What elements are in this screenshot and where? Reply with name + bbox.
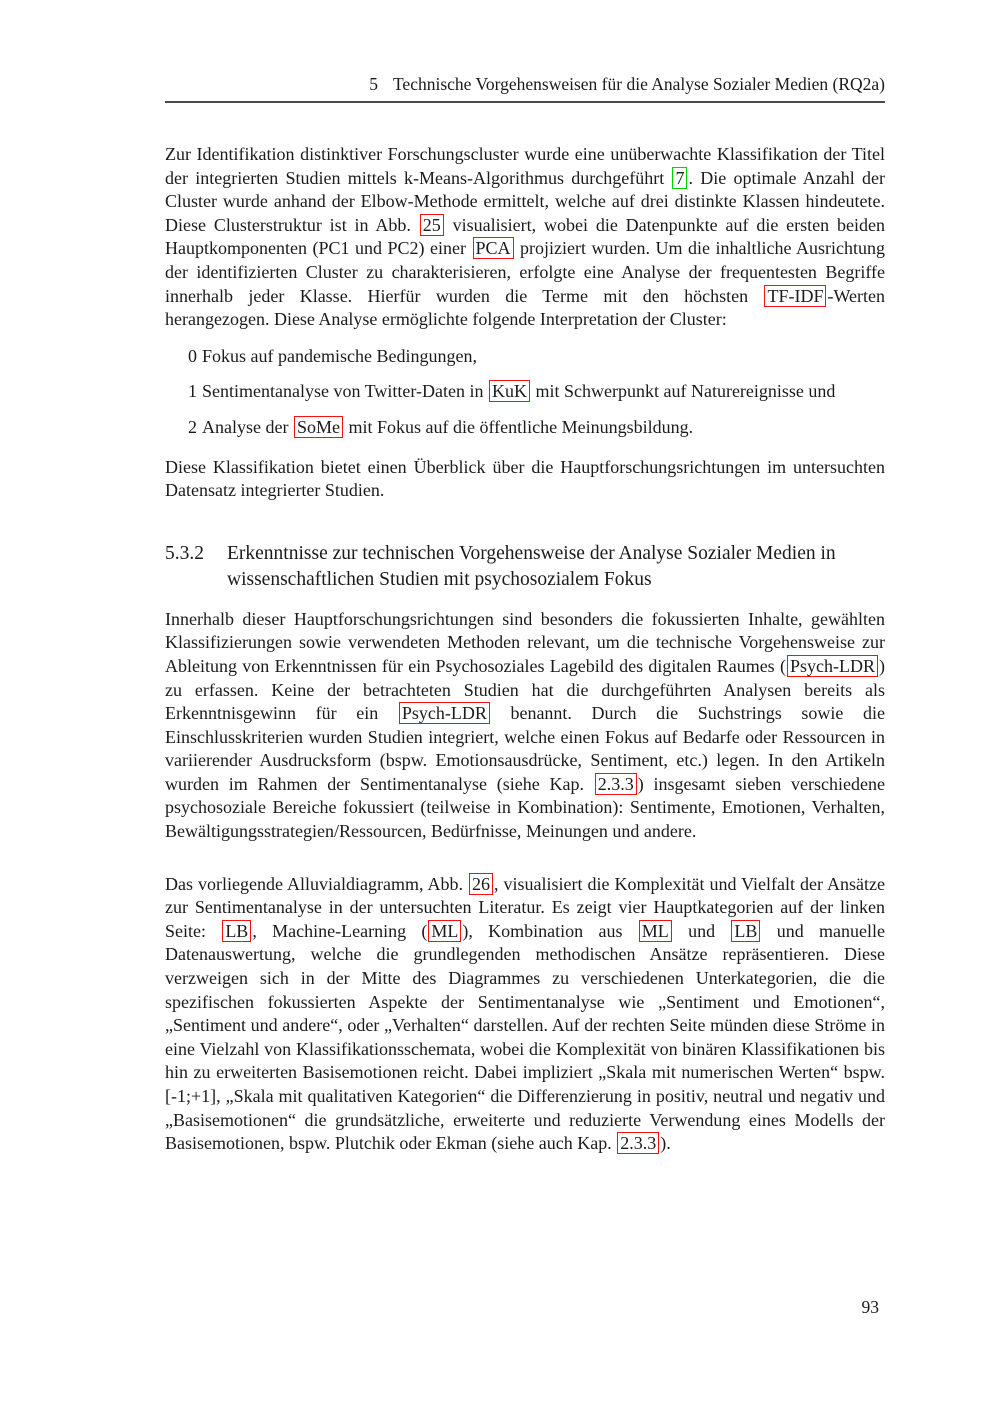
page-footer — [165, 1297, 879, 1318]
page-body-text — [165, 143, 885, 1169]
running-header — [165, 74, 885, 103]
subsection-number: 5.3.2 — [165, 542, 204, 564]
internal-reference-link[interactable]: 2.3.3 — [617, 1132, 659, 1154]
list-item-text: Analyse der SoMe mit Fokus auf die öffentliche Meinungsbildung. — [202, 416, 694, 437]
internal-reference-link[interactable]: TF-IDF — [764, 285, 826, 307]
internal-reference-link[interactable]: PCA — [473, 237, 514, 259]
list-item — [165, 345, 885, 369]
page-number: 93 — [861, 1297, 879, 1317]
internal-reference-link[interactable]: SoMe — [294, 416, 343, 438]
internal-reference-link[interactable]: ML — [428, 920, 461, 942]
internal-reference-link[interactable]: 26 — [469, 873, 493, 895]
internal-reference-link[interactable]: KuK — [489, 380, 530, 402]
internal-reference-link[interactable]: ML — [639, 920, 672, 942]
subsection-title: Erkenntnisse zur technischen Vorgehensweise der Analyse Sozialer Medien in wissenschaftlichen Studien mit psychosozialem Fokus — [227, 542, 836, 590]
subsection-heading — [165, 541, 885, 593]
list-item-number: 1 — [188, 381, 197, 402]
internal-reference-link[interactable]: LB — [222, 920, 251, 942]
list-item-text: Sentimentanalyse von Twitter-Daten in KuK mit Schwerpunkt auf Naturereignisse und — [202, 381, 836, 402]
paragraph: Diese Klassifikation bietet einen Überblick über die Hauptforschungsrichtungen im untersuchten Datensatz integrierter Studien. — [165, 456, 885, 501]
list-item-text: Fokus auf pandemische Bedingungen, — [202, 345, 477, 366]
paragraph: Innerhalb dieser Hauptforschungsrichtungen sind besonders die fokussierten Inhalte, gewählten Klassifizierungen sowie verwendeten Methoden relevant, um die technische Vorgehensweise zur Ableitung von Erkenntnissen für ein Psychosoziales Lagebild des digitalen Raumes ( Psych-LDR ) zu erfassen. Keine der betrachteten Studien hat die durchgeführten Analysen bereits als Erkenntnisgewinn für ein Psych-LDR benannt. Durch die Suchstrings sowie die Einschlusskriterien wurden Studien integriert, welche einen Fokus auf Bedarfe oder Ressourcen in variierender Ausdrucksform (bspw. Emotionsausdrücke, Sentiment, etc.) legen. In den Artikeln wurden im Rahmen der Sentimentanalyse (siehe Kap. 2.3.3 ) insgesamt sieben verschiedene psychosoziale Bereiche fokussiert (teilweise in Kombination): Sentimente, Emotionen, Verhalten, Bewältigungsstrategien/Ressourcen, Bedürfnisse, Meinungen und andere. — [165, 608, 886, 842]
internal-reference-link[interactable]: 2.3.3 — [595, 773, 637, 795]
internal-reference-link[interactable]: LB — [731, 920, 760, 942]
internal-reference-link[interactable]: Psych-LDR — [787, 655, 878, 677]
header-title: Technische Vorgehensweisen für die Analyse Sozialer Medien (RQ2a) — [392, 74, 885, 94]
list-item — [165, 416, 885, 440]
enumerated-list — [165, 345, 885, 440]
header-section-number: 5 — [369, 74, 378, 94]
paragraph: Das vorliegende Alluvialdiagramm, Abb. 26 , visualisiert die Komplexität und Vielfalt der Ansätze zur Sentimentanalyse in der untersuchten Literatur. Es zeigt vier Hauptkategorien auf der linken Seite: LB , Machine-Learning ( ML ), Kombination aus ML und LB und manuelle Datenauswertung, welche die grundlegenden methodischen Ansätze repräsentieren. Diese verzweigen sich in der Mitte des Diagrammes zu verschiedenen Unterkategorien, die die spezifischen fokussierten Aspekte der Sentimentanalyse wie „Sentiment und Emotionen“, „Sentiment und andere“, oder „Verhalten“ darstellen. Auf der rechten Seite münden diese Ströme in eine Vielzahl von Klassifikationsschemata, wobei die Komplexität von binären Klassifikationen bis hin zu erweiterten Basisemotionen reicht. Dabei impliziert „Skala mit numerischen Werten“ bspw. [-1;+1], „Skala mit qualitativen Kategorien“ die Differenzierung in positiv, neutral und negativ und „Basisemotionen“ die grundsätzliche, erweiterte und reduzierte Verwendung eines Modells der Basisemotionen, bspw. Plutchik oder Ekman (siehe auch Kap. 2.3.3 ). — [165, 873, 886, 1154]
list-item-number: 2 — [188, 416, 197, 437]
internal-reference-link[interactable]: Psych-LDR — [399, 702, 490, 724]
internal-reference-link[interactable]: 25 — [420, 214, 444, 236]
list-item — [165, 380, 885, 404]
list-item-number: 0 — [188, 345, 197, 366]
citation-link[interactable]: 7 — [672, 167, 687, 189]
paragraph: Zur Identifikation distinktiver Forschungscluster wurde eine unüberwachte Klassifikation der Titel der integrierten Studien mittels k-Means-Algorithmus durchgeführt 7 . Die optimale Anzahl der Cluster wurde anhand der Elbow-Methode ermittelt, welche auf drei distinkte Klassen hindeutete. Diese Clusterstruktur ist in Abb. 25 visualisiert, wobei die Datenpunkte auf die ersten beiden Hauptkomponenten (PC1 und PC2) einer PCA projiziert wurden. Um die inhaltliche Ausrichtung der identifizierten Cluster zu charakterisieren, erfolgte eine Analyse der frequentesten Begriffe innerhalb jeder Klasse. Hierfür wurden die Terme mit den höchsten TF-IDF -Werten herangezogen. Diese Analyse ermöglichte folgende Interpretation der Cluster: — [165, 144, 885, 330]
